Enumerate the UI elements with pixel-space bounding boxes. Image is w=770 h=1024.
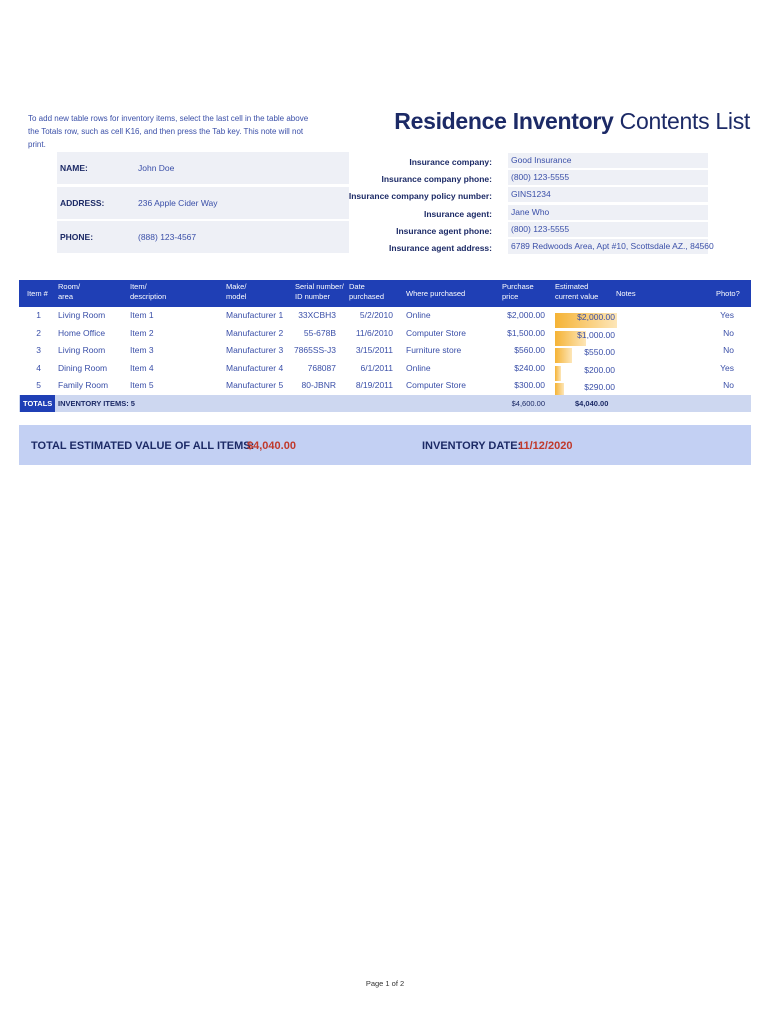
header-est-line2: current value [555,292,599,301]
inventory-table [19,280,751,412]
cell-estimated-value[interactable] [555,345,617,360]
cell-room[interactable]: Family Room [58,380,109,390]
header-price-line1: Purchase [502,282,534,291]
insurance-company-phone-value[interactable] [508,170,708,185]
cell-where[interactable]: Furniture store [406,345,462,355]
insurance-company-value[interactable] [508,153,708,168]
cell-serial[interactable]: 55-678B [303,327,336,338]
table-row[interactable] [19,377,751,395]
insurance-company-label: Insurance company: [409,157,492,167]
estimated-value-text: $290.00 [584,382,615,392]
cell-serial[interactable]: 768087 [307,362,336,373]
insurance-agent-phone-text: (800) 123-5555 [511,224,570,234]
insurance-agent-value[interactable] [508,205,708,220]
table-body [19,307,751,395]
estimated-value-text: $550.00 [584,347,615,357]
estimated-value-text: $2,000.00 [577,312,615,322]
cell-description[interactable]: Item 4 [130,362,154,373]
header-date [349,282,384,302]
page-number: Page 1 of 2 [365,979,405,988]
header-room-line1: Room/ [58,282,81,291]
cell-make[interactable]: Manufacturer 3 [226,345,284,355]
insurance-company-phone-label: Insurance company phone: [381,174,492,184]
cell-room[interactable]: Home Office [58,327,106,338]
policy-number-text: GINS1234 [511,189,551,199]
table-row[interactable] [19,342,751,360]
totals-purchase-price: $4,600.00 [511,398,545,408]
cell-make[interactable]: Manufacturer 4 [226,362,284,373]
cell-serial[interactable]: 7865SS-J3 [293,345,336,355]
cell-date[interactable]: 3/15/2011 [355,345,393,355]
cell-photo[interactable]: No [723,327,734,338]
title-rest: Contents List [619,108,750,134]
header-est-line1: Estimated [555,282,589,291]
cell-price[interactable]: $560.00 [514,345,545,355]
cell-item-no[interactable]: 3 [36,345,41,355]
cell-item-no[interactable]: 4 [36,362,41,373]
cell-price[interactable]: $2,000.00 [507,310,545,320]
insurance-agent-text: Jane Who [511,207,550,217]
name-label: NAME: [60,163,88,173]
cell-make[interactable]: Manufacturer 5 [226,380,284,390]
cell-estimated-value[interactable] [555,380,617,395]
document-title [394,108,750,135]
insurance-agent-label: Insurance agent: [423,209,492,219]
cell-description[interactable]: Item 1 [130,310,154,320]
cell-price[interactable]: $1,500.00 [507,327,545,338]
cell-price[interactable]: $300.00 [514,380,545,390]
totals-estimated-value: $4,040.00 [575,398,609,408]
table-row[interactable] [19,360,751,378]
estimated-value-text: $1,000.00 [577,329,615,340]
total-value-label: TOTAL ESTIMATED VALUE OF ALL ITEMS: [31,440,255,452]
insurance-agent-address-label: Insurance agent address: [389,243,492,253]
cell-description[interactable]: Item 5 [130,380,154,390]
cell-where[interactable]: Online [406,310,431,320]
header-item-no: Item # [27,289,48,298]
header-photo: Photo? [716,289,740,298]
table-header [19,280,751,307]
title-bold: Residence Inventory [394,108,614,134]
policy-number-label: Insurance company policy number: [348,191,492,201]
table-row[interactable] [19,325,751,343]
header-room [58,282,80,302]
header-serial-line2: ID number [295,292,331,301]
cell-room[interactable]: Dining Room [58,362,108,373]
policy-number-value[interactable] [508,187,708,202]
insurance-agent-phone-label: Insurance agent phone: [396,226,492,236]
totals-label: TOTALS [20,395,55,412]
header-description [130,282,166,302]
cell-make[interactable]: Manufacturer 2 [226,327,284,338]
insurance-company-phone-text: (800) 123-5555 [511,172,570,182]
cell-description[interactable]: Item 3 [130,345,154,355]
cell-date[interactable]: 8/19/2011 [355,380,393,390]
cell-photo[interactable]: Yes [720,362,734,373]
estimated-value-text: $200.00 [584,364,615,375]
totals-row [19,395,751,412]
phone-label: PHONE: [60,232,94,242]
insurance-agent-address-text: 6789 Redwoods Area, Apt #10, Scottsdale AZ., 84560 [511,241,714,251]
insurance-company-text: Good Insurance [511,155,572,165]
header-where: Where purchased [406,289,466,298]
cell-photo[interactable]: No [723,345,734,355]
instruction-note: To add new table rows for inventory items, select the last cell in the table above the Totals row, such as cell K16, and then press the Tab key. This note will not print. [28,114,309,149]
header-serial [295,282,344,302]
address-label: ADDRESS: [60,198,105,208]
cell-item-no[interactable]: 2 [36,327,41,338]
inventory-date-label: INVENTORY DATE: [422,440,522,452]
name-value[interactable]: John Doe [138,163,175,173]
cell-photo[interactable]: No [723,380,734,390]
cell-item-no[interactable]: 5 [36,380,41,390]
cell-where[interactable]: Computer Store [406,327,466,338]
cell-estimated-value[interactable] [555,310,617,325]
cell-make[interactable]: Manufacturer 1 [226,310,284,320]
cell-where[interactable]: Computer Store [406,380,466,390]
cell-estimated-value[interactable] [555,363,617,378]
insurance-agent-address-value[interactable] [508,239,714,254]
cell-price[interactable]: $240.00 [514,362,545,373]
header-make [226,282,246,302]
header-notes: Notes [616,289,636,298]
cell-description[interactable]: Item 2 [130,327,154,338]
phone-value[interactable]: (888) 123-4567 [138,232,197,242]
inventory-date[interactable]: 11/12/2020 [518,440,573,452]
cell-room[interactable]: Living Room [58,310,106,320]
address-value[interactable]: 236 Apple Cider Way [138,198,218,208]
header-desc-line2: description [130,292,167,301]
insurance-agent-phone-value[interactable] [508,222,708,237]
cell-serial[interactable]: 33XCBH3 [298,310,336,320]
header-make-line2: model [226,292,247,301]
header-price-line2: price [502,292,519,301]
header-date-line2: purchased [349,292,385,301]
summary-bar [19,425,751,465]
header-estimated [555,282,598,302]
cell-item-no[interactable]: 1 [36,310,41,320]
cell-room[interactable]: Living Room [58,345,106,355]
cell-estimated-value[interactable] [555,328,617,343]
cell-date[interactable]: 6/1/2011 [360,362,393,373]
header-room-line2: area [58,292,74,301]
header-serial-line1: Serial number/ [295,282,344,291]
header-make-line1: Make/ [226,282,247,291]
header-date-line1: Date [349,282,365,291]
cell-photo[interactable]: Yes [720,310,734,320]
totals-item-count: INVENTORY ITEMS: 5 [58,398,135,408]
table-row[interactable] [19,307,751,325]
cell-where[interactable]: Online [406,362,431,373]
total-value: $4,040.00 [247,440,296,452]
cell-serial[interactable]: 80-JBNR [301,380,336,390]
cell-date[interactable]: 5/2/2010 [359,310,393,320]
header-price [502,282,534,302]
cell-date[interactable]: 11/6/2010 [355,327,393,338]
header-desc-line1: Item/ [130,282,147,291]
